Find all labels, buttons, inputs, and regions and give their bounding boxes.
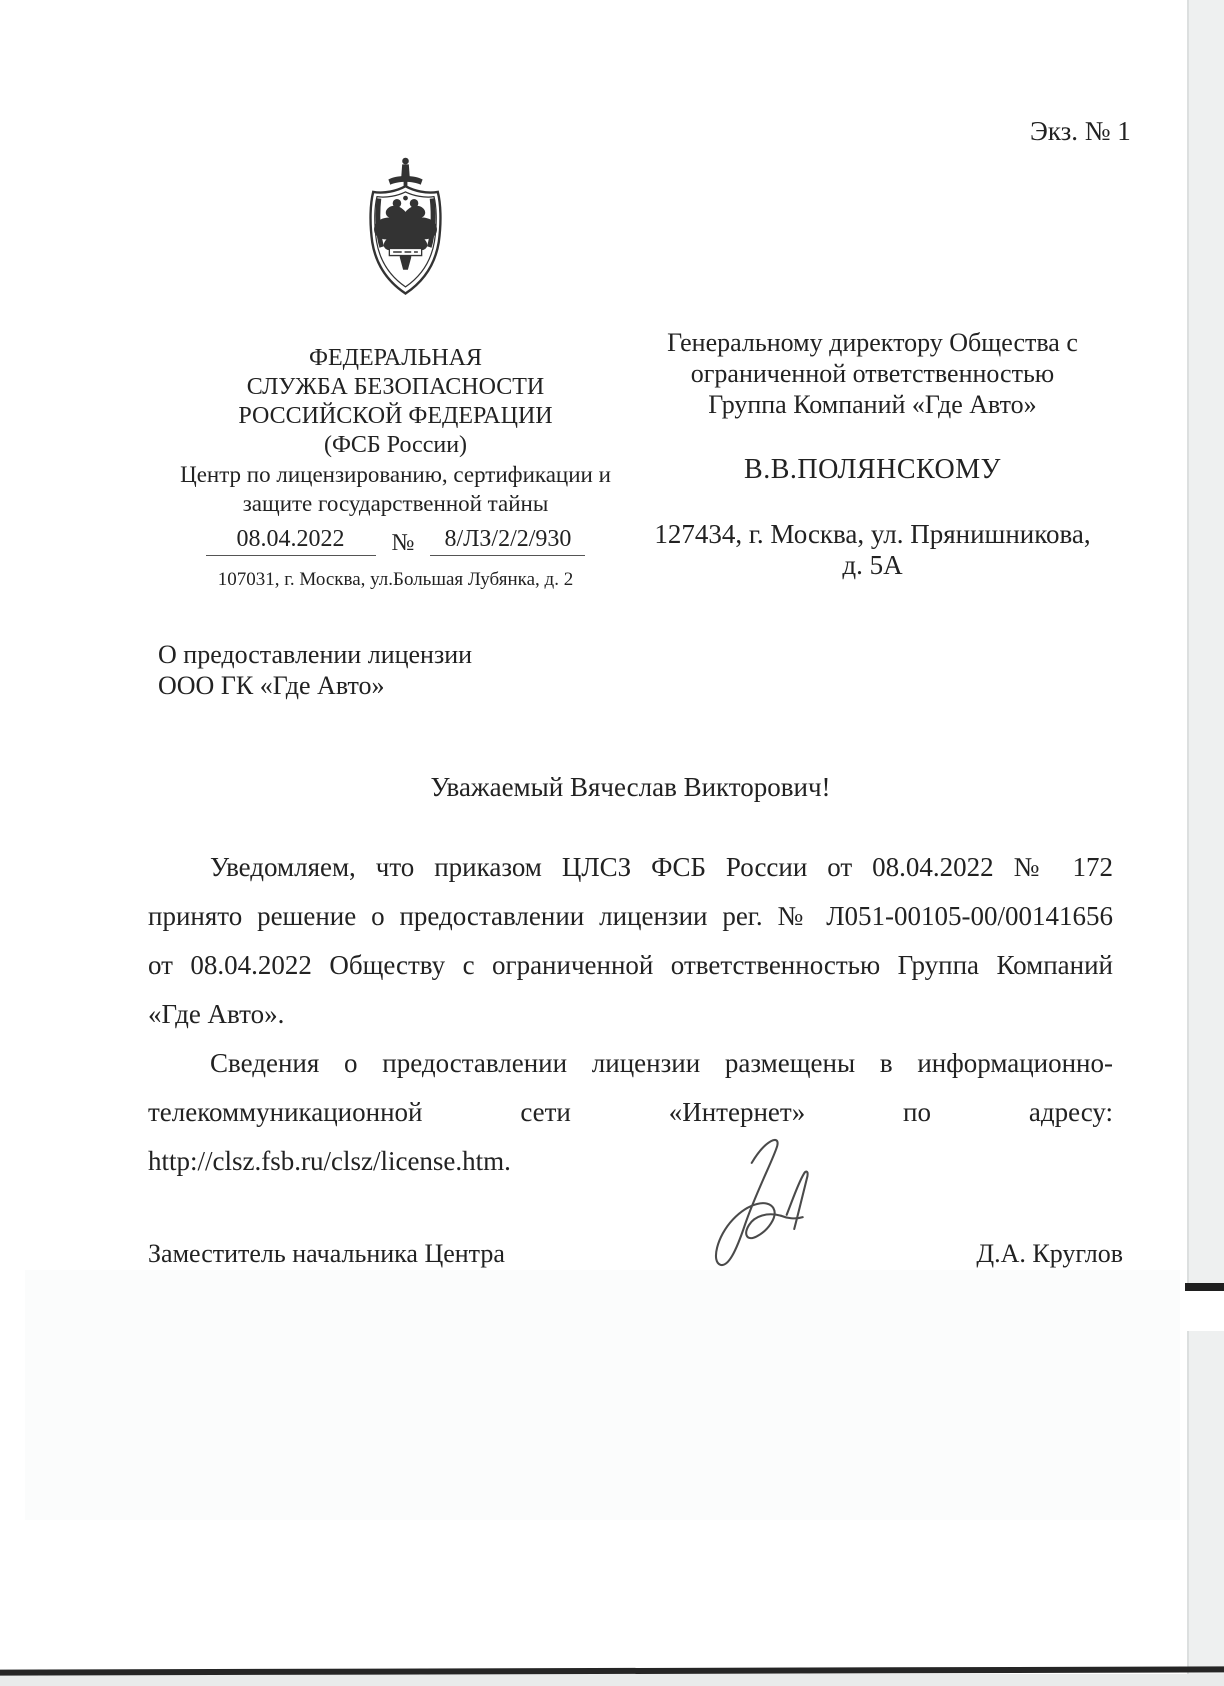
subject-line: О предоставлении лицензии [158, 640, 473, 669]
body-line: Сведения о предоставлении лицензии размещены в информационно- [210, 1048, 1113, 1078]
body-line: от 08.04.2022 Обществу с ограниченной ответственностью Группа Компаний [148, 950, 1113, 980]
signoff-name: Д.А. Круглов [976, 1239, 1123, 1268]
copy-number: Экз. № 1 [1030, 116, 1131, 146]
sender-org-line: СЛУЖБА БЕЗОПАСНОСТИ [246, 374, 545, 400]
body-line: Уведомляем, что приказом ЦЛСЗ ФСБ России от 08.04.2022 № 172 [210, 852, 1113, 882]
sender-org-line: ФЕДЕРАЛЬНАЯ [309, 345, 482, 371]
recipient-line: Генеральному директору Общества с [667, 328, 1078, 357]
body-line: http://clsz.fsb.ru/clsz/license.htm. [148, 1146, 511, 1176]
recipient-line: Группа Компаний «Где Авто» [708, 390, 1037, 419]
scan-edge-gap [1187, 1291, 1224, 1331]
recipient-address [640, 519, 1105, 581]
letter-body [148, 843, 1113, 1186]
sender-org-line: РОССИЙСКОЙ ФЕДЕРАЦИИ [238, 403, 553, 429]
scan-bottom-margin [0, 1674, 1224, 1686]
subject-line: ООО ГК «Где Авто» [158, 671, 385, 700]
recipient-address-line: 127434, г. Москва, ул. Прянишникова, [654, 519, 1091, 549]
scan-wash-artifact [25, 1270, 1180, 1520]
reference-row [168, 526, 623, 556]
handwritten-signature-icon [662, 1118, 832, 1288]
scan-edge-dark-mark [1185, 1283, 1224, 1291]
sender-dept-line: Центр по лицензированию, сертификации и [180, 462, 611, 487]
number-sign: № [391, 530, 415, 556]
recipient-name: В.В.ПОЛЯНСКОМУ [744, 454, 1001, 485]
sender-letterhead [168, 344, 623, 592]
letter-date: 08.04.2022 [206, 526, 376, 556]
fsb-emblem-icon [358, 156, 453, 300]
scan-edge-strip [1187, 0, 1224, 1686]
sender-dept-line: защите государственной тайны [242, 491, 549, 516]
subject-block [158, 639, 472, 701]
recipient-line: ограниченной ответственностью [690, 359, 1055, 388]
body-line: принято решение о предоставлении лицензии рег. № Л051-00105-00/00141656 [148, 901, 1113, 931]
recipient-address-line: д. 5А [842, 550, 903, 580]
recipient-block [640, 327, 1105, 581]
sender-address: 107031, г. Москва, ул.Большая Лубянка, д. 2 [217, 569, 574, 590]
body-line: телекоммуникационной сети «Интернет» по адресу: [148, 1097, 1113, 1127]
signoff-row [148, 1238, 1123, 1270]
sender-org-line: (ФСБ России) [323, 432, 468, 458]
salutation: Уважаемый Вячеслав Викторович! [430, 772, 831, 802]
signoff-title: Заместитель начальника Центра [148, 1239, 505, 1268]
letter-number: 8/ЛЗ/2/2/930 [430, 526, 585, 556]
body-line: «Где Авто». [148, 999, 285, 1029]
